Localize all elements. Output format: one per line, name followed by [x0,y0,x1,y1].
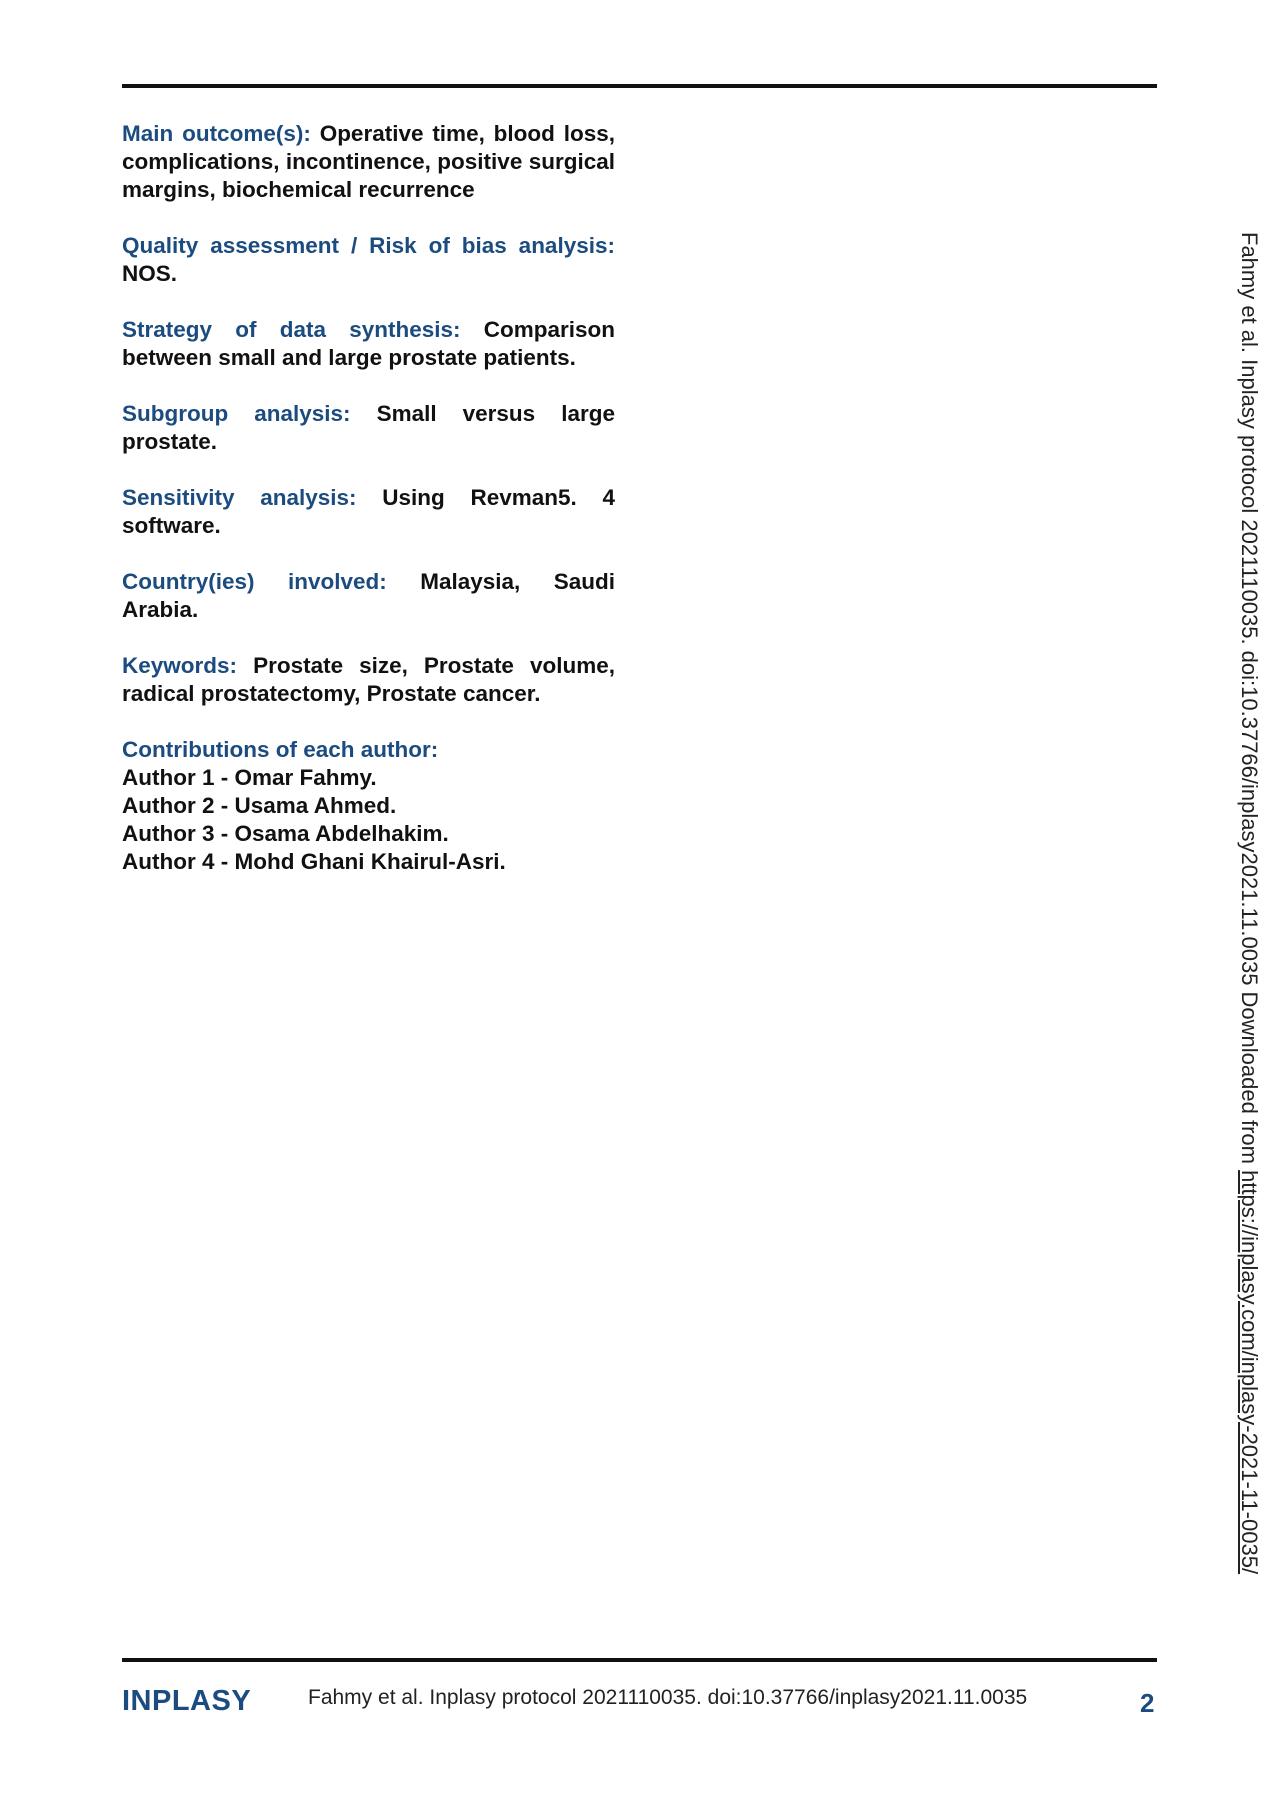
author-line: Author 2 - Usama Ahmed. [122,793,397,818]
footer-citation: Fahmy et al. Inplasy protocol 2021110035. doi:10.37766/inplasy2021.11.0035 [308,1686,1028,1709]
author-line: Author 3 - Osama Abdelhakim. [122,821,449,846]
top-rule [122,84,1157,88]
author-line: Author 4 - Mohd Ghani Khairul-Asri. [122,849,506,874]
field-sensitivity-analysis [122,484,615,540]
field-value: Small versus large prostate. [122,401,615,454]
download-link[interactable]: https://inplasy.com/inplasy-2021-11-0035/ [1237,1170,1262,1575]
field-value: Operative time, blood loss, complications, incontinence, positive surgical margins, biochemical recurrence [122,121,615,202]
field-value: Comparison between small and large prostate patients. [122,317,615,370]
field-keywords [122,652,615,708]
field-countries [122,568,615,624]
side-note-text: Fahmy et al. Inplasy protocol 2021110035. doi:10.37766/inplasy2021.11.0035 Downloaded from [1237,232,1262,1171]
protocol-details [122,120,615,904]
page-number: 2 [1140,1688,1155,1718]
field-data-synthesis [122,316,615,372]
author-line: Author 1 - Omar Fahmy. [122,765,377,790]
field-contributions [122,736,615,876]
bottom-rule [122,1658,1157,1662]
field-value: Prostate size, Prostate volume, radical prostatectomy, Prostate cancer. [122,653,615,706]
field-label: Sensitivity analysis: [122,485,357,510]
field-label: Country(ies) involved: [122,569,387,594]
inplasy-logo: INPLASY [122,1685,252,1717]
field-quality-assessment [122,232,615,288]
field-main-outcomes [122,120,615,204]
field-subgroup-analysis [122,400,615,456]
side-download-note [1236,232,1262,1574]
field-label: Strategy of data synthesis: [122,317,461,342]
field-label: Main outcome(s): [122,121,311,146]
field-value: Using Revman5. 4 software. [122,485,615,538]
field-label: Quality assessment / Risk of bias analysis: [122,233,615,258]
field-label: Subgroup analysis: [122,401,351,426]
field-value: Malaysia, Saudi Arabia. [122,569,615,622]
field-label: Contributions of each author: [122,737,439,762]
field-value: NOS. [122,261,178,286]
field-label: Keywords: [122,653,238,678]
